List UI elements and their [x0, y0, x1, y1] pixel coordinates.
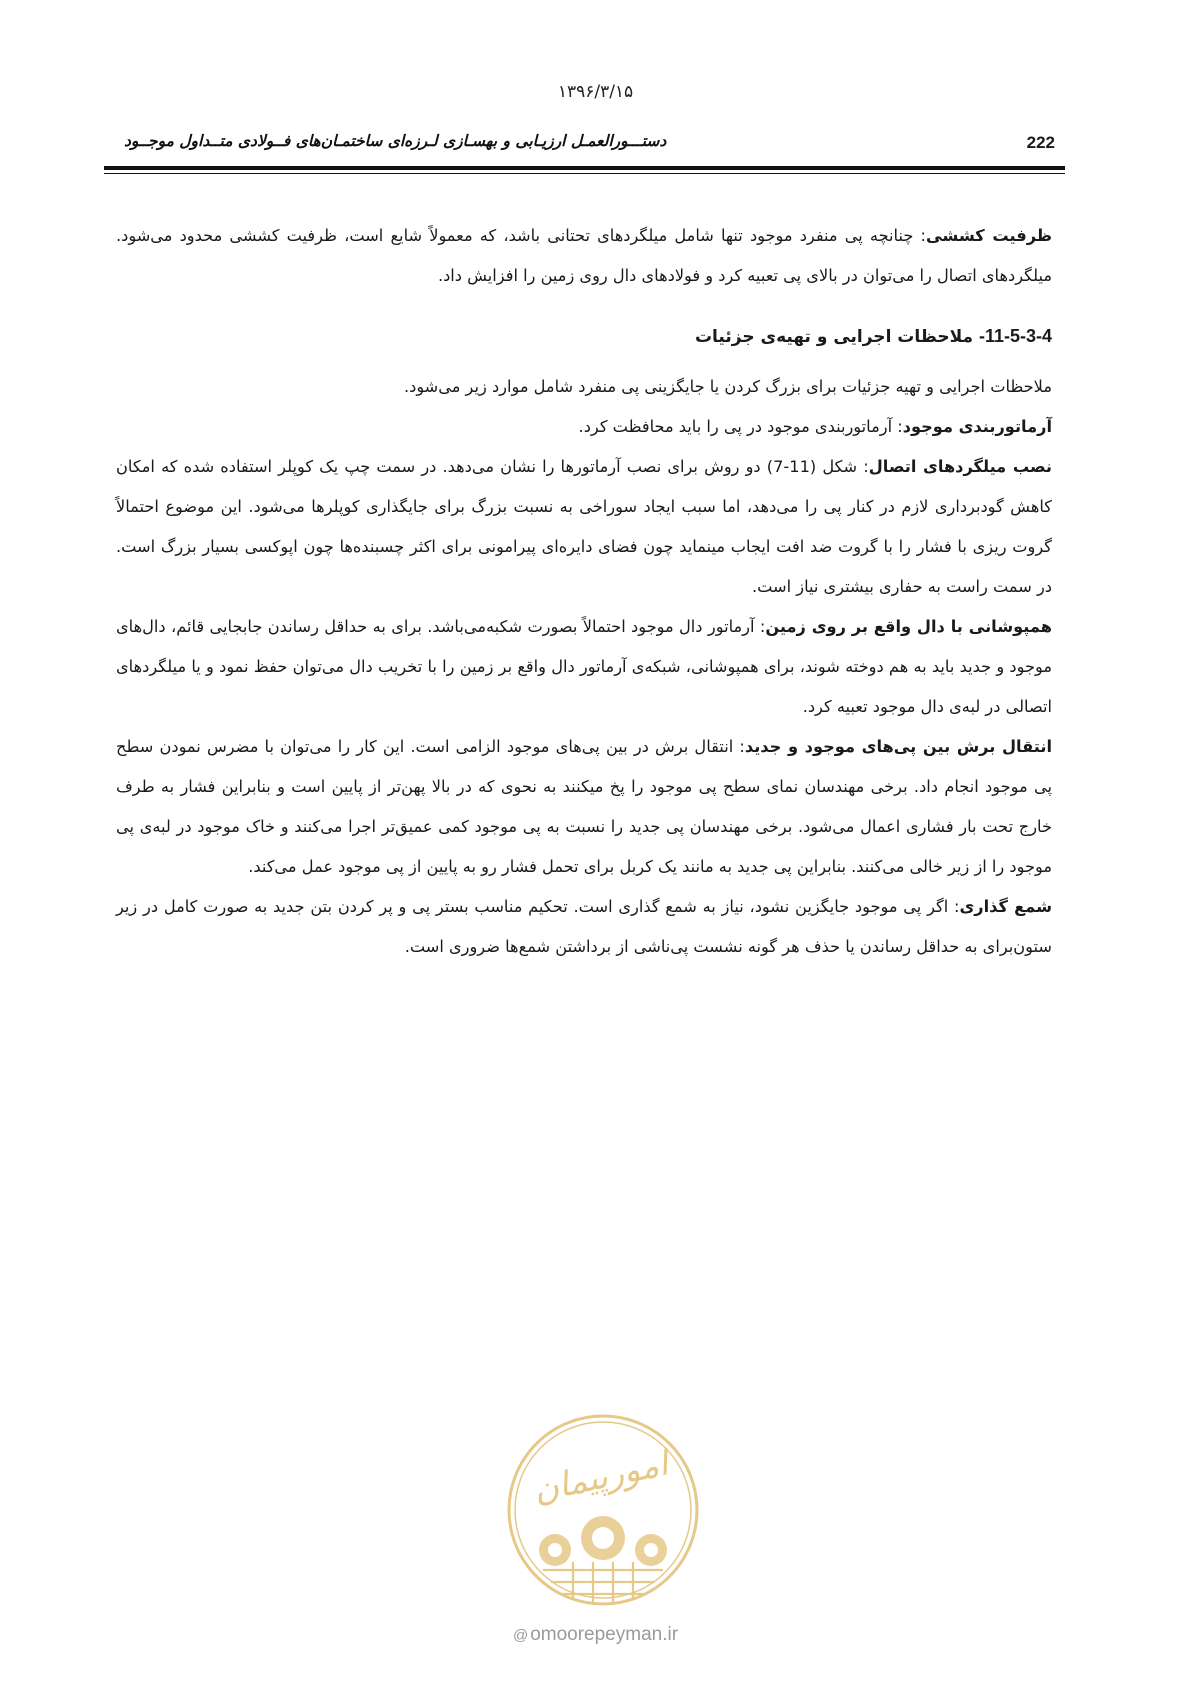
term-shear-transfer: انتقال برش بین پی‌های موجود و جدید: [744, 737, 1052, 756]
paragraph-text: : شکل (11-7) دو روش برای نصب آرماتورها را نشان می‌دهد. در سمت چپ یک کوپلر استفاده شده که امکان کاهش گودبرداری لازم در کنار پی را می‌دهد، اما سبب ایجاد سوراخی به نسبت بزرگ برای جایگذاری کوپلرها می‌شود. این موضوع احتمالاً گروت ریزی با فشار را با گروت ضد افت ایجاب مینماید چون فضای دایره‌ای پیرامونی برای اکثر چسبنده‌ها چون اپوکسی بسیار بزرگ است. در سمت راست به حفاری بیشتری نیاز است.: [116, 457, 1052, 596]
book-title: دستـــورالعمـل ارزیـابی و بهسـازی لـرزه‌ای ساختمـان‌های فــولادی متــداول موجــود: [124, 132, 667, 150]
section-heading: [116, 316, 1052, 357]
header-rule-thick: [104, 166, 1065, 170]
section-title: ملاحظات اجرایی و تهیه‌ی جزئیات: [694, 327, 979, 347]
paragraph-slab-overlap: [116, 607, 1052, 727]
paragraph-shoring: [116, 887, 1052, 967]
paragraph-text: : اگر پی موجود جایگزین نشود، نیاز به شمع گذاری است. تحکیم مناسب بستر پی و پر کردن بتن جدید به صورت کامل در زیر ستون‌برای به حداقل رساندن یا حذف هر گونه نشست پی‌ناشی از برداشتن شمع‌ها ضروری است.: [116, 897, 1052, 956]
page-body: [116, 216, 1052, 967]
header-rule-thin: [104, 173, 1065, 174]
paragraph-intro: ملاحظات اجرایی و تهیه جزئیات برای بزرگ کردن یا جایگزینی پی منفرد شامل موارد زیر می‌شود.: [403, 377, 1052, 396]
section-number: 11-5-3-4-: [978, 326, 1052, 346]
paragraph-dowel-installation: [116, 447, 1052, 607]
document-date: ۱۳۹۶/۳/۱۵: [557, 82, 634, 102]
at-icon: @: [512, 1627, 529, 1644]
gear-scales-seal-icon: [503, 1410, 703, 1610]
page-header: [104, 128, 1065, 164]
watermark-logo: [503, 1410, 703, 1610]
term-dowel-installation: نصب میلگردهای اتصال: [868, 457, 1052, 476]
paragraph-text: : آرماتوربندی موجود در پی را باید محافظت کرد.: [578, 417, 903, 436]
website-url: omoorepeyman.ir: [530, 1624, 679, 1645]
svg-text:امورپیمان: امورپیمان: [529, 1443, 672, 1511]
term-tensile-capacity: ظرفیت کششی: [925, 226, 1053, 245]
paragraph-text: : آرماتور دال موجود احتمالاً بصورت شکبه‌می‌باشد. برای به حداقل رساندن جابجایی قائم، دال‌های موجود و جدید باید به هم دوخته شوند، برای همپوشانی، شبکه‌ی آرماتور دال واقع بر زمین را با تخریب دال می‌توان حفظ نمود و یا میلگردهای اتصالی در لبه‌ی دال موجود تعبیه کرد.: [116, 617, 1052, 716]
paragraph-text: : انتقال برش در بین پی‌های موجود الزامی است. این کار را می‌توان با مضرس نمودن سطح پی موجود انجام داد. برخی مهندسان نمای سطح پی موجود را پخ میکنند به نحوی که در بالا پهن‌تر از پایین است و بنابراین فشار به طرف خارج تحت بار فشاری اعمال می‌شود. برخی مهندسان پی جدید را نسبت به پی موجود کمی عمیق‌تر اجرا می‌کنند و خاک موجود در لبه‌ی پی موجود را از زیر خالی می‌کنند. بنابراین پی جدید به مانند یک کربل برای تحمل فشار رو به پایین از پی موجود عمل می‌کند.: [116, 737, 1052, 876]
term-shoring: شمع گذاری: [959, 897, 1052, 916]
paragraph-tensile-capacity: [116, 216, 1052, 296]
paragraph-shear-transfer: [116, 727, 1052, 887]
website-watermark: [0, 1624, 1191, 1646]
paragraph-existing-reinforcement: [116, 407, 1052, 447]
term-slab-overlap: همپوشانی با دال واقع بر روی زمین: [765, 617, 1052, 636]
page-number: 222: [1026, 133, 1055, 152]
term-existing-reinforcement: آرماتوربندی موجود: [902, 417, 1052, 436]
paragraph-text: : چنانچه پی منفرد موجود تنها شامل میلگردهای تحتانی باشد، که معمولاً شایع است، ظرفیت کششی محدود می‌شود. میلگردهای اتصال را می‌توان در بالای پی تعبیه کرد و فولادهای دال روی زمین را افزایش داد.: [116, 226, 1052, 285]
